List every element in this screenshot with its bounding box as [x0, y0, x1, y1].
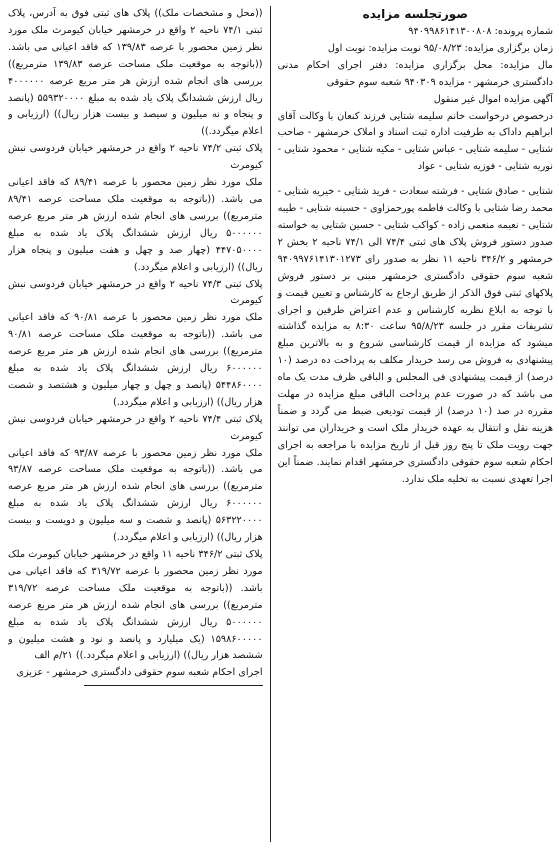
property-743-details: ملک مورد نظر زمین محصور با عرصه ۹۰/۸۱ که فاقد اعیانی می باشد. ((باتوجه به موقعیت ملک مساحت عرصه ۹۰/۸۱ مترمربع)) بررسی های انجام شده ارزش هر متر مربع عرصه ۶۰۰۰۰۰۰ ریال ارزش ششدانگ پلاک یاد شده به مبلغ ۵۴۴۸۶۰۰۰۰ (پانصد و چهل و چهار میلیون و هشتصد و شصت هزار ریال)) (ارزیابی و اعلام میگردد.) [8, 312, 263, 408]
notice-columns [8, 6, 553, 842]
property-742-details: ملک مورد نظر زمین محصور با عرصه ۸۹/۴۱ که فاقد اعیانی می باشد. ((باتوجه به موقعیت ملک مساحت عرصه ۸۹/۴۱ مترمربع)) بررسی های انجام شده ارزش هر متر مربع عرصه ۵۰۰۰۰۰۰ ریال ارزش ششدانگ پلاک یاد شده به مبلغ ۴۴۷۰۵۰۰۰۰ (چهار صد و چهل و هفت میلیون و پنجاه هزار ریال)) (ارزیابی و اعلام میگردد.) [8, 177, 263, 273]
property-744-heading: پلاک ثبتی ۷۴/۴ ناحیه ۲ واقع در خرمشهر خیابان فردوسی نبش کیومرث [8, 413, 263, 442]
notice-subtitle: آگهی مزایده اموال غیر منقول [433, 93, 553, 105]
column-divider [270, 6, 271, 842]
case-number: شماره پرونده: ۹۴۰۹۹۸۶۱۴۱۳۰۰۸۰۸ [408, 26, 553, 37]
property-744-details: ملک مورد نظر زمین محصور با عرصه ۹۳/۸۷ که فاقد اعیانی می باشد. ((باتوجه به موقعیت ملک مساحت عرصه ۹۳/۸۷ مترمربع)) بررسی های انجام شده ارزش هر متر مربع عرصه ۶۰۰۰۰۰۰ ریال ارزش ششدانگ پلاک یاد شده به مبلغ ۵۶۳۲۲۰۰۰۰ (پانصد و شصت و سه میلیون و دویست و بیست هزار ریال)) (ارزیابی و اعلام میگردد.) [8, 447, 263, 544]
auction-place: مال مزایده: محل برگزاری مزایده: دفتر اجرای احکام مدنی دادگستری خرمشهر - مزایده ۹۴۰۳۰۹ شعبه سوم حقوقی [277, 59, 553, 88]
footer-rule [84, 685, 262, 686]
property-741: ((محل و مشخصات ملک)) پلاک های ثبتی فوق به آدرس، پلاک ثبتی ۷۴/۱ ناحیه ۲ واقع در خرمشهر خیابان کیومرث ملک مورد نظر زمین محصور با عرصه ۱۳۹/۸۳ که فاقد اعیانی می باشد. ((باتوجه به موقعیت ملک مساحت عرصه ۱۳۹/۸۳ مترمربع)) بررسی های انجام شده ارزش هر متر مربع عرصه ۴۰۰۰۰۰۰ ریال ارزش ششدانگ پلاک یاد شده به مبلغ ۵۵۹۳۲۰۰۰۰ (پانصد و پنجاه و نه میلیون و سیصد و بیست هزار ریال)) (ارزیابی و اعلام میگردد.)) [8, 8, 263, 138]
notice-body-intro: درخصوص درخواست خانم سلیمه شتایی فرزند کنعان با وکالت آقای ابراهیم داداک به طرفیت اداره ثبت اسناد و املاک خرمشهر - صاحب شتایی - سلیمه شتایی - عباس شتایی - مکیه شتایی - محمود شتایی - نوریه شتایی - فوزیه شتایی - عواد [277, 110, 553, 173]
notice-signature: اجرای احکام شعبه سوم حقوقی دادگستری خرمشهر - عزیزی [16, 667, 263, 679]
notice-body-terms: شتایی - صادق شتایی - فرشته سعادت - فرید شتایی - خیریه شتایی - محمد رضا شتایی با وکالت فاطمه پورحمزاوی - حسینه شتایی - طیبه شتایی - نعیمه منعمی زاده - کواکب شتایی - حسین شتایی به خواسته صدور دستور فروش پلاک های ثبتی ۷۴/۴ الی ۷۴/۱ ناحیه ۲ بخش ۲ خرمشهر و ۳۴۶/۲ ناحیه ۱۱ نظر به صدور رای ۹۴۰۹۹۷۶۱۴۱۳۰۱۲۷۳ شعبه سوم حقوقی دادگستری خرمشهر مبنی بر دستور فروش پلاکهای ثبتی فوق الذکر از طریق ارجاع به کارشناس و تعیین قیمت و با توجه به ابلاغ نظریه کارشناس و عدم اعتراض طرفین و اجرای تشریفات مقرر در جلسه ۹۵/۸/۲۳ ساعت ۸:۳۰ به مزایده گذاشته میشود که مزایده از قیمت کارشناسی شروع و به بالاترین مبلغ پیشنهادی به فروش می رسد خریدار مکلف به پرداخت ده درصد (۱۰ درصد) از قیمت پیشنهادی فی المجلس و الباقی ظرف مدت یک ماه می باشد که در صورت عدم پرداخت الباقی مبلغ مزایده در مهلت مقرره در صد (۱۰ درصد) از قیمت تودیعی ضبط می گردد و ضمناً هزینه نقل و انتقال به عهده خریدار ملک است و خریداران می توانند جهت رویت ملک تا پنج روز قبل از تاریخ مزایده با مراجعه به اجرای احکام شعبه سوم حقوقی دادگستری خرمشهر اقدام نمایند. ضمناً این اجرا تعهدی نسبت به تخلیه ملک ندارد. [277, 186, 553, 485]
property-742-heading: پلاک ثبتی ۷۴/۲ ناحیه ۲ واقع در خرمشهر خیابان فردوسی نبش کیومرث [8, 143, 263, 172]
notice-right-column [272, 6, 553, 842]
property-743-heading: پلاک ثبتی ۷۴/۳ ناحیه ۲ واقع در خرمشهر خیابان فردوسی نبش کیومرث [8, 278, 263, 307]
property-3462: پلاک ثبتی ۳۴۶/۲ ناحیه ۱۱ واقع در خرمشهر خیابان کیومرث ملک مورد نظر زمین محصور با عرصه ۳۱۹/۷۲ که فاقد اعیانی می باشد. ((باتوجه به موقعیت ملک مساحت عرصه ۳۱۹/۷۲ مترمربع)) بررسی های انجام شده ارزش هر متر مربع عرصه ۵۰۰۰۰۰۰ ریال ارزش ششدانگ پلاک یاد شده به مبلغ ۱۵۹۸۶۰۰۰۰۰ (یک میلیارد و پانصد و نود و هشت میلیون و ششصد هزار ریال)) (ارزیابی و اعلام میگردد.)) ۲۱/م الف [8, 549, 263, 662]
notice-title: صورتجلسه مزایده [362, 7, 468, 21]
notice-left-column [8, 6, 269, 842]
auction-time: زمان برگزاری مزایده: ۹۵/۰۸/۲۳ نوبت مزایده: نوبت اول [327, 42, 553, 54]
paragraph-gap [278, 176, 553, 184]
